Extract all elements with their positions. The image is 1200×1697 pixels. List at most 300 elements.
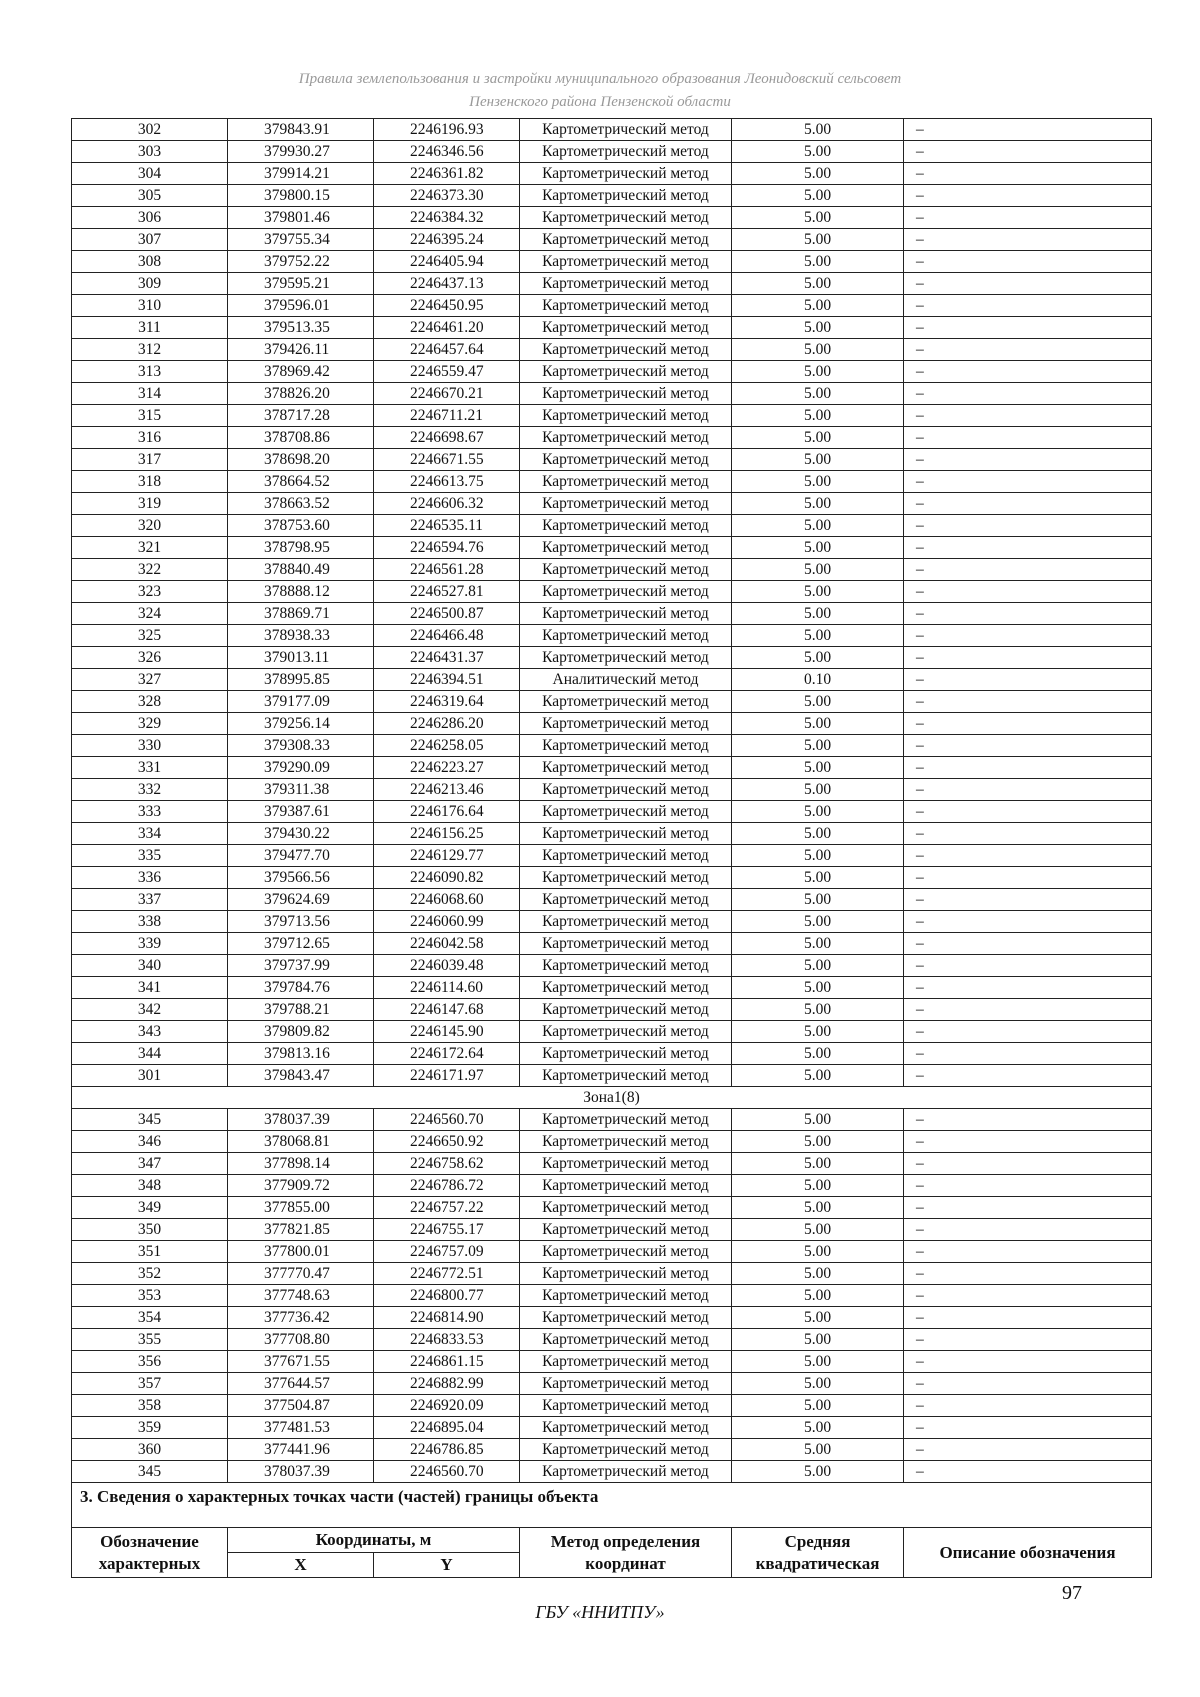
description-cell: – (904, 669, 1152, 691)
description-cell: – (904, 581, 1152, 603)
y-coordinate-cell: 2246196.93 (374, 119, 520, 141)
description-cell: – (904, 383, 1152, 405)
description-cell: – (904, 625, 1152, 647)
description-cell: – (904, 163, 1152, 185)
point-id-cell: 342 (72, 999, 228, 1021)
y-coordinate-cell: 2246437.13 (374, 273, 520, 295)
method-cell: Картометрический метод (520, 1131, 732, 1153)
method-cell: Картометрический метод (520, 1197, 732, 1219)
accuracy-cell: 5.00 (732, 1373, 904, 1395)
x-coordinate-cell: 377671.55 (228, 1351, 374, 1373)
method-cell: Картометрический метод (520, 735, 732, 757)
point-id-cell: 315 (72, 405, 228, 427)
x-coordinate-cell: 378826.20 (228, 383, 374, 405)
table-row (72, 1461, 1152, 1483)
point-id-cell: 319 (72, 493, 228, 515)
method-cell: Картометрический метод (520, 1109, 732, 1131)
table-row (72, 581, 1152, 603)
table-row (72, 251, 1152, 273)
point-id-cell: 327 (72, 669, 228, 691)
accuracy-cell: 5.00 (732, 1153, 904, 1175)
method-cell: Картометрический метод (520, 1175, 732, 1197)
point-id-cell: 344 (72, 1043, 228, 1065)
y-coordinate-cell: 2246920.09 (374, 1395, 520, 1417)
accuracy-cell: 5.00 (732, 581, 904, 603)
y-coordinate-cell: 2246114.60 (374, 977, 520, 999)
method-cell: Картометрический метод (520, 999, 732, 1021)
accuracy-cell: 5.00 (732, 141, 904, 163)
section-3 (72, 1483, 1152, 1578)
section-3-row (72, 1483, 1152, 1528)
x-coordinate-cell: 379595.21 (228, 273, 374, 295)
point-id-cell: 318 (72, 471, 228, 493)
x-coordinate-cell: 379801.46 (228, 207, 374, 229)
description-cell: – (904, 1461, 1152, 1483)
table-row (72, 229, 1152, 251)
y-coordinate-cell: 2246068.60 (374, 889, 520, 911)
x-coordinate-cell: 379013.11 (228, 647, 374, 669)
method-cell: Картометрический метод (520, 383, 732, 405)
x-coordinate-cell: 378938.33 (228, 625, 374, 647)
description-cell: – (904, 845, 1152, 867)
table-row (72, 273, 1152, 295)
accuracy-cell: 5.00 (732, 999, 904, 1021)
x-coordinate-cell: 377821.85 (228, 1219, 374, 1241)
accuracy-cell: 5.00 (732, 559, 904, 581)
accuracy-cell: 5.00 (732, 163, 904, 185)
description-cell: – (904, 757, 1152, 779)
description-cell: – (904, 537, 1152, 559)
description-cell: – (904, 1263, 1152, 1285)
point-id-cell: 304 (72, 163, 228, 185)
accuracy-cell: 5.00 (732, 1263, 904, 1285)
table-row (72, 779, 1152, 801)
table-row (72, 1241, 1152, 1263)
description-cell: – (904, 1395, 1152, 1417)
point-id-cell: 337 (72, 889, 228, 911)
accuracy-cell: 5.00 (732, 229, 904, 251)
x-coordinate-cell: 379843.47 (228, 1065, 374, 1087)
point-id-cell: 347 (72, 1153, 228, 1175)
table-row (72, 559, 1152, 581)
point-id-cell: 340 (72, 955, 228, 977)
table-row (72, 427, 1152, 449)
description-cell: – (904, 471, 1152, 493)
accuracy-cell: 5.00 (732, 427, 904, 449)
method-cell: Картометрический метод (520, 845, 732, 867)
y-coordinate-cell: 2246861.15 (374, 1351, 520, 1373)
point-id-cell: 346 (72, 1131, 228, 1153)
y-coordinate-cell: 2246527.81 (374, 581, 520, 603)
description-cell: – (904, 647, 1152, 669)
method-cell: Картометрический метод (520, 647, 732, 669)
x-coordinate-cell: 377770.47 (228, 1263, 374, 1285)
description-cell: – (904, 603, 1152, 625)
y-coordinate-cell: 2246145.90 (374, 1021, 520, 1043)
y-coordinate-cell: 2246213.46 (374, 779, 520, 801)
method-cell: Картометрический метод (520, 1351, 732, 1373)
y-coordinate-cell: 2246457.64 (374, 339, 520, 361)
document-footer: ГБУ «ННИТПУ» (535, 1602, 665, 1622)
method-cell: Картометрический метод (520, 493, 732, 515)
point-id-cell: 335 (72, 845, 228, 867)
description-cell: – (904, 1065, 1152, 1087)
point-id-cell: 308 (72, 251, 228, 273)
point-id-cell: 354 (72, 1307, 228, 1329)
table-row (72, 845, 1152, 867)
y-coordinate-cell: 2246670.21 (374, 383, 520, 405)
description-cell: – (904, 1241, 1152, 1263)
description-cell: – (904, 317, 1152, 339)
y-coordinate-cell: 2246171.97 (374, 1065, 520, 1087)
method-cell: Картометрический метод (520, 1065, 732, 1087)
y-coordinate-cell: 2246373.30 (374, 185, 520, 207)
accuracy-cell: 5.00 (732, 185, 904, 207)
accuracy-cell: 5.00 (732, 449, 904, 471)
point-id-cell: 303 (72, 141, 228, 163)
x-coordinate-cell: 378869.71 (228, 603, 374, 625)
point-id-cell: 341 (72, 977, 228, 999)
x-coordinate-cell: 379843.91 (228, 119, 374, 141)
point-id-cell: 317 (72, 449, 228, 471)
table-row (72, 1395, 1152, 1417)
zone-label: Зона1(8) (72, 1087, 1152, 1109)
y-coordinate-cell: 2246129.77 (374, 845, 520, 867)
y-coordinate-cell: 2246461.20 (374, 317, 520, 339)
x-coordinate-cell: 379311.38 (228, 779, 374, 801)
description-cell: – (904, 1109, 1152, 1131)
table-row (72, 1417, 1152, 1439)
method-cell: Картометрический метод (520, 1285, 732, 1307)
y-coordinate-cell: 2246395.24 (374, 229, 520, 251)
x-coordinate-cell: 379308.33 (228, 735, 374, 757)
description-cell: – (904, 1153, 1152, 1175)
point-id-cell: 325 (72, 625, 228, 647)
point-id-cell: 313 (72, 361, 228, 383)
point-id-cell: 353 (72, 1285, 228, 1307)
accuracy-cell: 5.00 (732, 1395, 904, 1417)
point-id-cell: 323 (72, 581, 228, 603)
x-coordinate-cell: 379477.70 (228, 845, 374, 867)
accuracy-cell: 5.00 (732, 405, 904, 427)
point-id-cell: 305 (72, 185, 228, 207)
description-cell: – (904, 405, 1152, 427)
method-cell: Картометрический метод (520, 713, 732, 735)
x-coordinate-cell: 379713.56 (228, 911, 374, 933)
y-coordinate-cell: 2246772.51 (374, 1263, 520, 1285)
table-row (72, 889, 1152, 911)
x-coordinate-cell: 379930.27 (228, 141, 374, 163)
accuracy-cell: 5.00 (732, 339, 904, 361)
accuracy-cell: 5.00 (732, 1307, 904, 1329)
method-cell: Картометрический метод (520, 911, 732, 933)
y-coordinate-cell: 2246405.94 (374, 251, 520, 273)
accuracy-cell: 5.00 (732, 889, 904, 911)
x-coordinate-cell: 379914.21 (228, 163, 374, 185)
col-header-x: X (228, 1553, 374, 1578)
accuracy-cell: 5.00 (732, 361, 904, 383)
y-coordinate-cell: 2246786.72 (374, 1175, 520, 1197)
point-id-cell: 355 (72, 1329, 228, 1351)
point-id-cell: 307 (72, 229, 228, 251)
method-cell: Картометрический метод (520, 779, 732, 801)
x-coordinate-cell: 379755.34 (228, 229, 374, 251)
method-cell: Картометрический метод (520, 889, 732, 911)
method-cell: Картометрический метод (520, 273, 732, 295)
y-coordinate-cell: 2246559.47 (374, 361, 520, 383)
point-id-cell: 348 (72, 1175, 228, 1197)
x-coordinate-cell: 377909.72 (228, 1175, 374, 1197)
y-coordinate-cell: 2246758.62 (374, 1153, 520, 1175)
method-cell: Картометрический метод (520, 801, 732, 823)
x-coordinate-cell: 378969.42 (228, 361, 374, 383)
point-id-cell: 321 (72, 537, 228, 559)
point-id-cell: 333 (72, 801, 228, 823)
y-coordinate-cell: 2246384.32 (374, 207, 520, 229)
point-id-cell: 320 (72, 515, 228, 537)
accuracy-cell: 5.00 (732, 1197, 904, 1219)
description-cell: – (904, 339, 1152, 361)
table-row (72, 999, 1152, 1021)
accuracy-cell: 5.00 (732, 801, 904, 823)
section-3-title: 3. Сведения о характерных точках части (частей) границы объекта (72, 1483, 1152, 1528)
description-cell: – (904, 1021, 1152, 1043)
header-line-2: Пензенского района Пензенской области (469, 94, 731, 110)
y-coordinate-cell: 2246060.99 (374, 911, 520, 933)
table-row (72, 119, 1152, 141)
col-header-method: Метод определения координат (520, 1528, 732, 1578)
y-coordinate-cell: 2246698.67 (374, 427, 520, 449)
y-coordinate-cell: 2246561.28 (374, 559, 520, 581)
table-row (72, 867, 1152, 889)
y-coordinate-cell: 2246613.75 (374, 471, 520, 493)
method-cell: Картометрический метод (520, 339, 732, 361)
method-cell: Картометрический метод (520, 1021, 732, 1043)
method-cell: Картометрический метод (520, 823, 732, 845)
method-cell: Картометрический метод (520, 405, 732, 427)
accuracy-cell: 5.00 (732, 1065, 904, 1087)
description-cell: – (904, 1373, 1152, 1395)
table-row (72, 603, 1152, 625)
method-cell: Картометрический метод (520, 1461, 732, 1483)
y-coordinate-cell: 2246594.76 (374, 537, 520, 559)
table-row (72, 691, 1152, 713)
method-cell: Картометрический метод (520, 1241, 732, 1263)
y-coordinate-cell: 2246560.70 (374, 1109, 520, 1131)
x-coordinate-cell: 379712.65 (228, 933, 374, 955)
method-cell: Картометрический метод (520, 471, 732, 493)
point-id-cell: 316 (72, 427, 228, 449)
x-coordinate-cell: 378663.52 (228, 493, 374, 515)
y-coordinate-cell: 2246833.53 (374, 1329, 520, 1351)
point-id-cell: 328 (72, 691, 228, 713)
y-coordinate-cell: 2246786.85 (374, 1439, 520, 1461)
description-cell: – (904, 185, 1152, 207)
col-header-designation: Обозначение характерных (72, 1528, 228, 1578)
table-row (72, 295, 1152, 317)
table-row (72, 1307, 1152, 1329)
table-row (72, 1197, 1152, 1219)
method-cell: Картометрический метод (520, 229, 732, 251)
method-cell: Аналитический метод (520, 669, 732, 691)
method-cell: Картометрический метод (520, 141, 732, 163)
x-coordinate-cell: 377441.96 (228, 1439, 374, 1461)
method-cell: Картометрический метод (520, 361, 732, 383)
x-coordinate-cell: 377708.80 (228, 1329, 374, 1351)
x-coordinate-cell: 379426.11 (228, 339, 374, 361)
point-id-cell: 331 (72, 757, 228, 779)
page-number: 97 (1062, 1582, 1082, 1604)
table-row (72, 1263, 1152, 1285)
table-body-part-2 (72, 1109, 1152, 1483)
table-row (72, 1153, 1152, 1175)
x-coordinate-cell: 377748.63 (228, 1285, 374, 1307)
y-coordinate-cell: 2246346.56 (374, 141, 520, 163)
point-id-cell: 309 (72, 273, 228, 295)
method-cell: Картометрический метод (520, 1219, 732, 1241)
description-cell: – (904, 867, 1152, 889)
method-cell: Картометрический метод (520, 867, 732, 889)
accuracy-cell: 5.00 (732, 1175, 904, 1197)
method-cell: Картометрический метод (520, 449, 732, 471)
description-cell: – (904, 933, 1152, 955)
col-header-description: Описание обозначения (904, 1528, 1152, 1578)
y-coordinate-cell: 2246757.22 (374, 1197, 520, 1219)
point-id-cell: 356 (72, 1351, 228, 1373)
y-coordinate-cell: 2246650.92 (374, 1131, 520, 1153)
y-coordinate-cell: 2246431.37 (374, 647, 520, 669)
table-row (72, 977, 1152, 999)
y-coordinate-cell: 2246176.64 (374, 801, 520, 823)
table-row (72, 823, 1152, 845)
description-cell: – (904, 559, 1152, 581)
y-coordinate-cell: 2246814.90 (374, 1307, 520, 1329)
method-cell: Картометрический метод (520, 1439, 732, 1461)
description-cell: – (904, 1285, 1152, 1307)
table-row (72, 1285, 1152, 1307)
description-cell: – (904, 1307, 1152, 1329)
table-row (72, 449, 1152, 471)
point-id-cell: 338 (72, 911, 228, 933)
y-coordinate-cell: 2246671.55 (374, 449, 520, 471)
method-cell: Картометрический метод (520, 515, 732, 537)
point-id-cell: 301 (72, 1065, 228, 1087)
accuracy-cell: 5.00 (732, 823, 904, 845)
col-header-accuracy: Средняя квадратическая (732, 1528, 904, 1578)
method-cell: Картометрический метод (520, 1307, 732, 1329)
accuracy-cell: 5.00 (732, 207, 904, 229)
accuracy-cell: 5.00 (732, 1285, 904, 1307)
accuracy-cell: 5.00 (732, 955, 904, 977)
method-cell: Картометрический метод (520, 163, 732, 185)
accuracy-cell: 5.00 (732, 647, 904, 669)
y-coordinate-cell: 2246800.77 (374, 1285, 520, 1307)
point-id-cell: 349 (72, 1197, 228, 1219)
x-coordinate-cell: 377644.57 (228, 1373, 374, 1395)
x-coordinate-cell: 379813.16 (228, 1043, 374, 1065)
method-cell: Картометрический метод (520, 1043, 732, 1065)
point-id-cell: 360 (72, 1439, 228, 1461)
x-coordinate-cell: 378888.12 (228, 581, 374, 603)
point-id-cell: 332 (72, 779, 228, 801)
description-cell: – (904, 515, 1152, 537)
accuracy-cell: 5.00 (732, 625, 904, 647)
x-coordinate-cell: 377736.42 (228, 1307, 374, 1329)
col-header-y: Y (374, 1553, 520, 1578)
point-id-cell: 306 (72, 207, 228, 229)
method-cell: Картометрический метод (520, 119, 732, 141)
method-cell: Картометрический метод (520, 1395, 732, 1417)
x-coordinate-cell: 377481.53 (228, 1417, 374, 1439)
point-id-cell: 310 (72, 295, 228, 317)
accuracy-cell: 5.00 (732, 251, 904, 273)
x-coordinate-cell: 379596.01 (228, 295, 374, 317)
table-row (72, 361, 1152, 383)
x-coordinate-cell: 379809.82 (228, 1021, 374, 1043)
y-coordinate-cell: 2246039.48 (374, 955, 520, 977)
accuracy-cell: 5.00 (732, 867, 904, 889)
accuracy-cell: 0.10 (732, 669, 904, 691)
y-coordinate-cell: 2246466.48 (374, 625, 520, 647)
x-coordinate-cell: 379256.14 (228, 713, 374, 735)
description-cell: – (904, 1417, 1152, 1439)
point-id-cell: 345 (72, 1109, 228, 1131)
method-cell: Картометрический метод (520, 251, 732, 273)
table-row (72, 669, 1152, 691)
point-id-cell: 350 (72, 1219, 228, 1241)
description-cell: – (904, 735, 1152, 757)
x-coordinate-cell: 378037.39 (228, 1109, 374, 1131)
x-coordinate-cell: 379430.22 (228, 823, 374, 845)
table-row (72, 1439, 1152, 1461)
method-cell: Картометрический метод (520, 977, 732, 999)
description-cell: – (904, 1329, 1152, 1351)
table-row (72, 1109, 1152, 1131)
y-coordinate-cell: 2246606.32 (374, 493, 520, 515)
method-cell: Картометрический метод (520, 603, 732, 625)
description-cell: – (904, 1219, 1152, 1241)
x-coordinate-cell: 377800.01 (228, 1241, 374, 1263)
y-coordinate-cell: 2246757.09 (374, 1241, 520, 1263)
description-cell: – (904, 427, 1152, 449)
method-cell: Картометрический метод (520, 1373, 732, 1395)
method-cell: Картометрический метод (520, 933, 732, 955)
x-coordinate-cell: 379737.99 (228, 955, 374, 977)
method-cell: Картометрический метод (520, 317, 732, 339)
accuracy-cell: 5.00 (732, 691, 904, 713)
point-id-cell: 343 (72, 1021, 228, 1043)
description-cell: – (904, 955, 1152, 977)
x-coordinate-cell: 378798.95 (228, 537, 374, 559)
x-coordinate-cell: 378708.86 (228, 427, 374, 449)
table-row (72, 735, 1152, 757)
zone-row (72, 1087, 1152, 1109)
table-row (72, 163, 1152, 185)
description-cell: – (904, 1175, 1152, 1197)
x-coordinate-cell: 377898.14 (228, 1153, 374, 1175)
table-row (72, 185, 1152, 207)
table-row (72, 1219, 1152, 1241)
accuracy-cell: 5.00 (732, 735, 904, 757)
header-line-1: Правила землепользования и застройки муниципального образования Леонидовский сельсовет (298, 71, 902, 87)
y-coordinate-cell: 2246394.51 (374, 669, 520, 691)
document-header (0, 68, 1200, 114)
table-row (72, 933, 1152, 955)
description-cell: – (904, 229, 1152, 251)
point-id-cell: 302 (72, 119, 228, 141)
point-id-cell: 359 (72, 1417, 228, 1439)
y-coordinate-cell: 2246090.82 (374, 867, 520, 889)
